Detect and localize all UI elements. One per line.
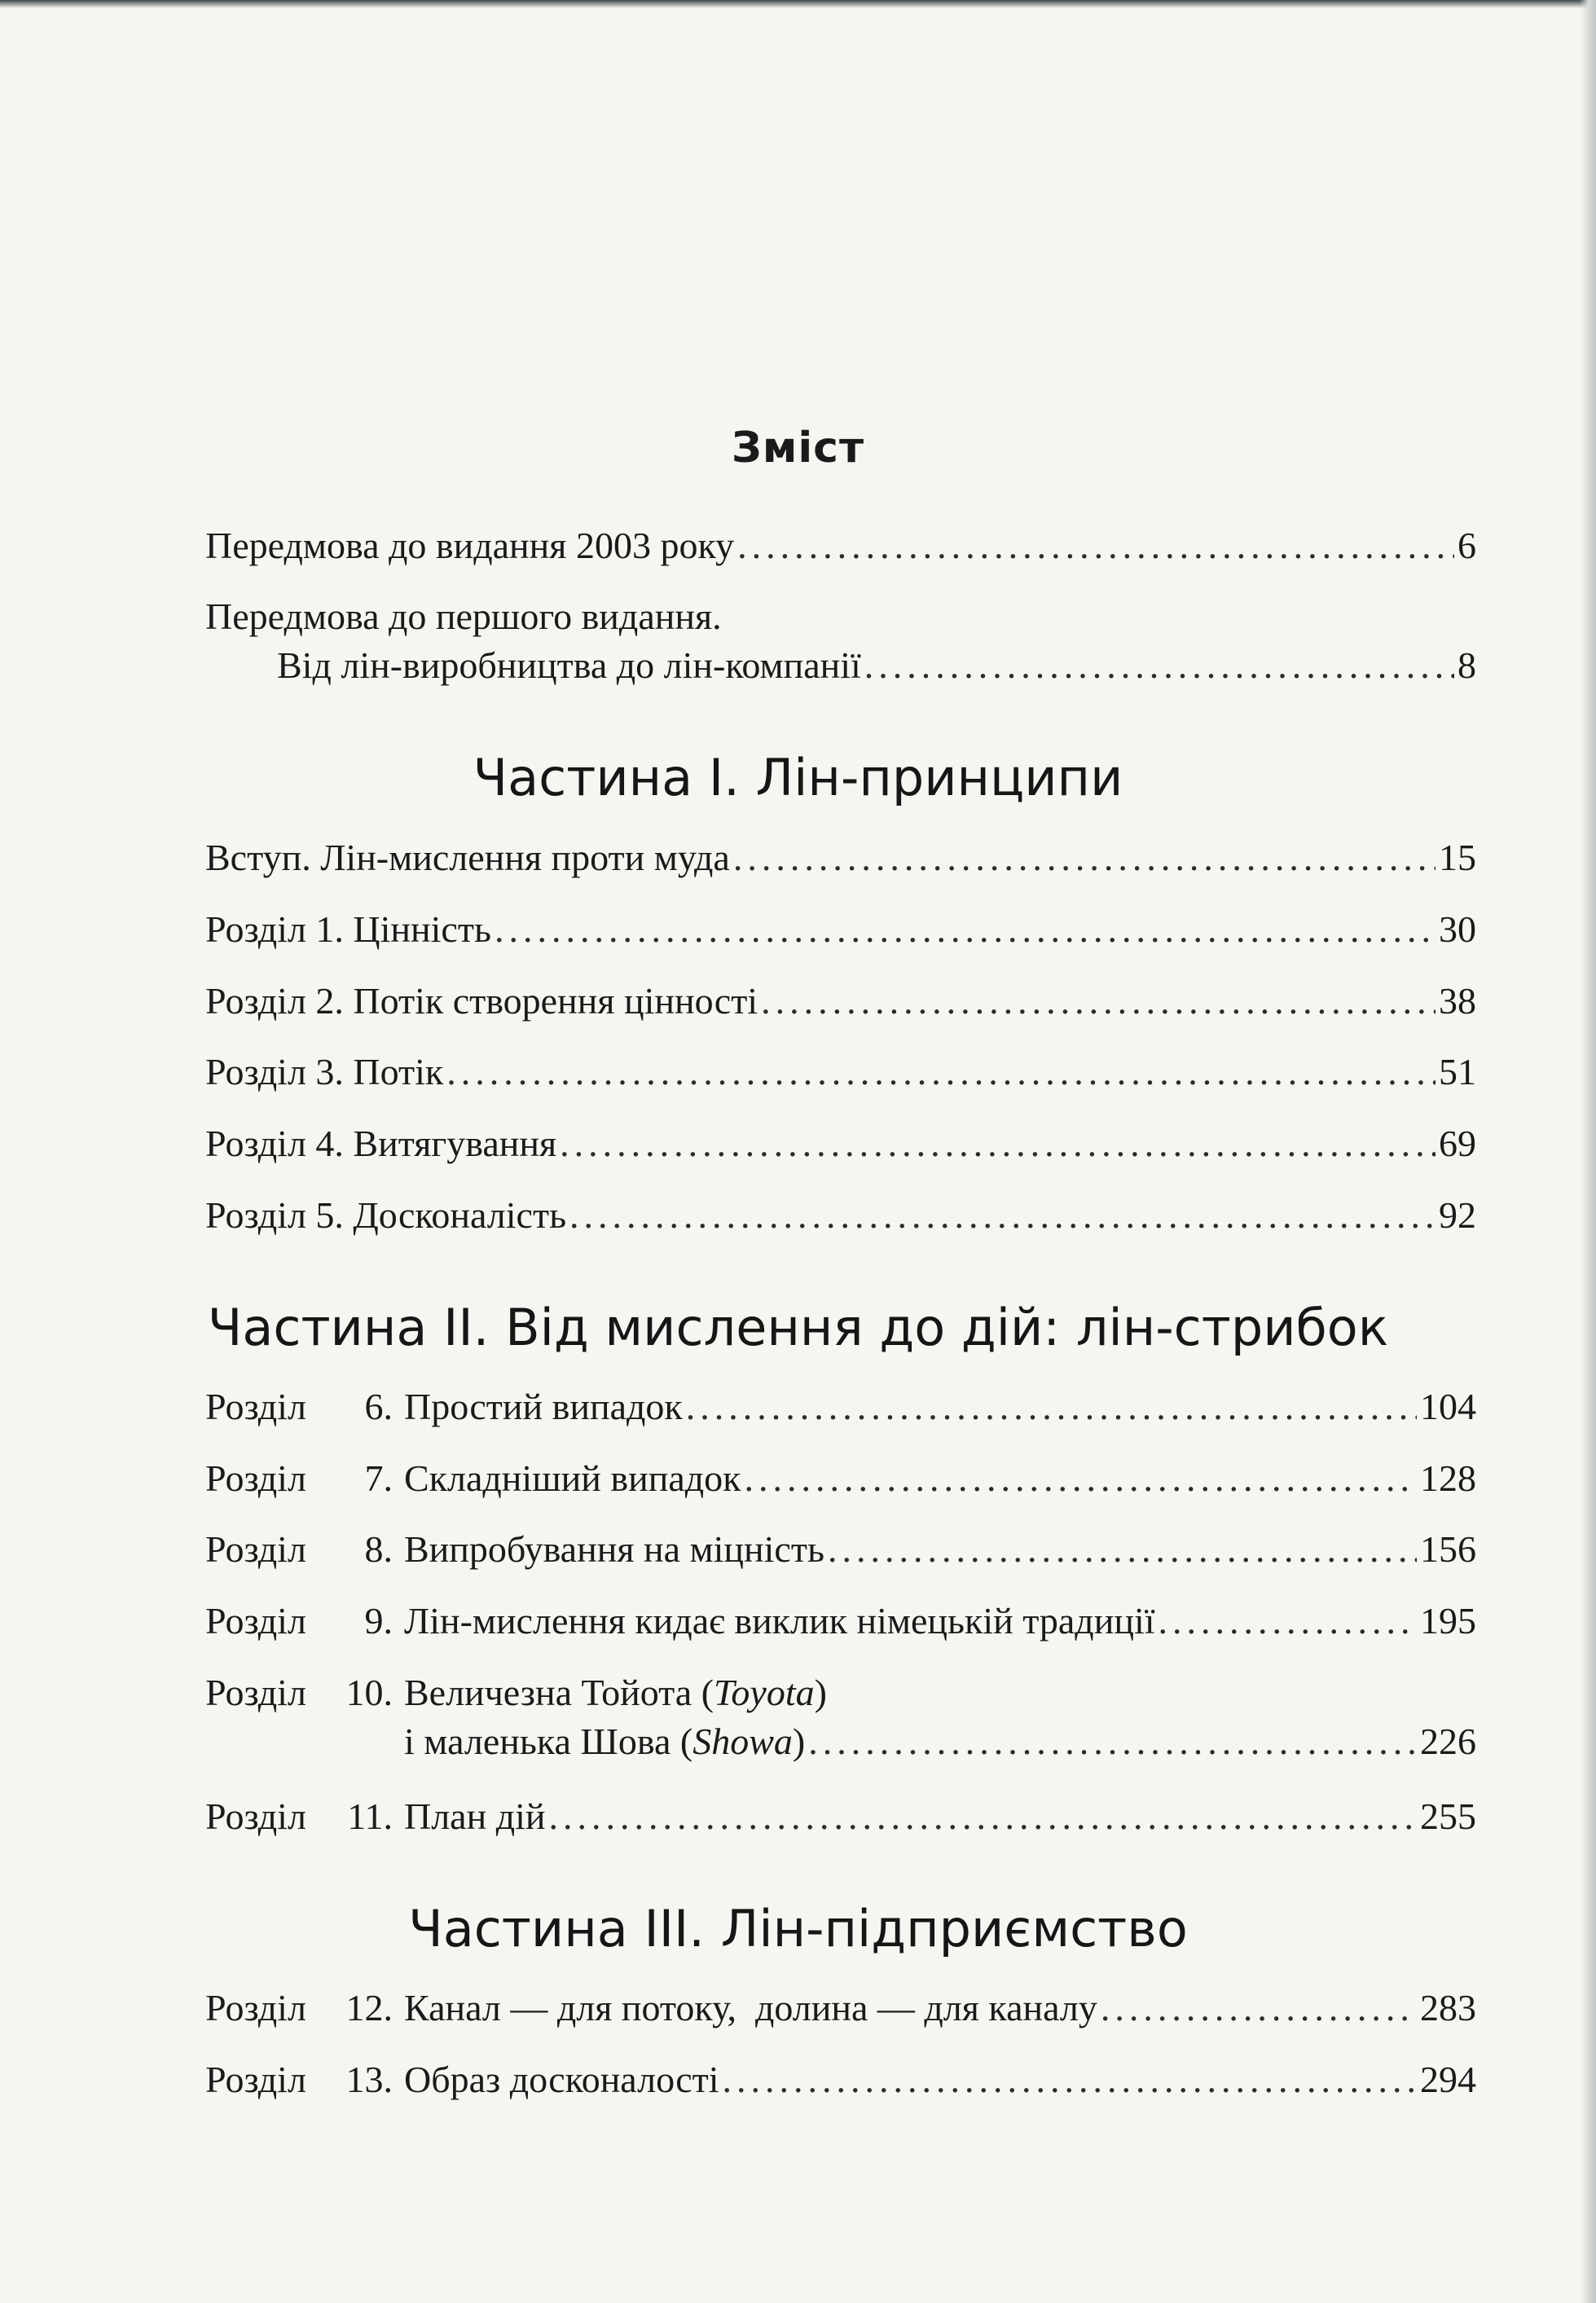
toc-entry-chapter-8[interactable] <box>205 1525 1476 1574</box>
chapter-prefix: Розділ <box>205 1987 306 2028</box>
entry-label-group <box>205 1454 741 1503</box>
page-number: 38 <box>1439 980 1476 1022</box>
toc-entry-chapter-4[interactable] <box>205 1119 1476 1168</box>
dot-leader <box>495 905 1436 954</box>
dot-leader <box>737 521 1454 570</box>
page-number: 195 <box>1420 1600 1476 1642</box>
entry-label-group <box>205 1382 683 1431</box>
dot-leader <box>723 2055 1417 2104</box>
toc-line <box>205 905 1476 954</box>
page-number: 6 <box>1458 525 1476 566</box>
chapter-prefix: Розділ <box>205 1795 306 1837</box>
toc-entry-chapter-12[interactable] <box>205 1984 1476 2033</box>
entry-label-continued: і маленька Шова ( <box>404 1721 693 1762</box>
toc-line <box>205 1597 1476 1646</box>
entry-label-group <box>205 2055 719 2104</box>
chapter-prefix: Розділ <box>205 2059 306 2100</box>
page-number: 283 <box>1420 1987 1476 2028</box>
entry-label-italic: Showa <box>692 1721 793 1762</box>
toc-entry-chapter-3[interactable] <box>205 1048 1476 1097</box>
toc-line <box>205 833 1476 882</box>
part-heading-3: Частина ІІІ. Лін-підприємство <box>408 1899 1188 1958</box>
entry-label-group <box>205 1597 1155 1646</box>
chapter-prefix: Розділ <box>205 1528 306 1570</box>
toc-line-continued <box>205 641 1476 690</box>
chapter-prefix: Розділ <box>205 1386 306 1427</box>
toc-line <box>205 1792 1476 1841</box>
entry-label-group <box>404 1717 805 1766</box>
chapter-prefix: Розділ <box>205 1600 306 1642</box>
toc-entry-chapter-9[interactable] <box>205 1597 1476 1646</box>
chapter-number: 7. <box>364 1457 393 1499</box>
dot-leader <box>828 1525 1417 1574</box>
chapter-number: 13. <box>345 2059 393 2100</box>
entry-label: Величезна Тойота ( <box>404 1672 714 1713</box>
toc-line <box>205 2055 1476 2104</box>
dot-leader <box>549 1792 1417 1841</box>
chapter-prefix: Розділ <box>205 1457 306 1499</box>
toc-line <box>205 1454 1476 1503</box>
chapter-number: 9. <box>364 1600 393 1642</box>
entry-label-close: ) <box>814 1672 827 1713</box>
toc-line <box>205 1048 1476 1097</box>
toc-entry-chapter-2[interactable] <box>205 977 1476 1026</box>
chapter-number: 10. <box>345 1672 393 1713</box>
toc-entry-intro[interactable] <box>205 833 1476 882</box>
toc-line <box>205 1984 1476 2033</box>
entry-label: Передмова до першого видання. <box>205 596 722 637</box>
chapter-number: 12. <box>345 1987 393 2028</box>
toc-entry-chapter-5[interactable] <box>205 1191 1476 1240</box>
entry-label: Передмова до видання 2003 року <box>205 525 735 566</box>
dot-leader <box>560 1119 1436 1168</box>
page-number: 104 <box>1420 1386 1476 1427</box>
part-heading-2: Частина ІІ. Від мислення до дій: лін-стрибок <box>207 1298 1389 1357</box>
toc-entry-chapter-1[interactable] <box>205 905 1476 954</box>
entry-label: Складніший випадок <box>404 1457 741 1499</box>
toc-line <box>205 1382 1476 1431</box>
toc-line <box>205 1668 1476 1717</box>
entry-label: Розділ 5. Досконалість <box>205 1194 567 1236</box>
entry-label: Простий випадок <box>404 1386 683 1427</box>
dot-leader <box>744 1454 1417 1503</box>
entry-label-group <box>205 1668 827 1717</box>
chapter-number: 11. <box>347 1795 393 1837</box>
entry-label: Образ досконалості <box>404 2059 719 2100</box>
entry-label: План дій <box>404 1795 546 1837</box>
dot-leader <box>808 1717 1417 1766</box>
chapter-prefix: Розділ <box>205 1672 306 1713</box>
chapter-number: 8. <box>364 1528 393 1570</box>
entry-label: Канал — для потоку, долина — для каналу <box>404 1987 1097 2028</box>
toc-entry-chapter-13[interactable] <box>205 2055 1476 2104</box>
entry-label-close: ) <box>792 1721 806 1762</box>
toc-line <box>205 1119 1476 1168</box>
entry-label: Випробування на міцність <box>404 1528 824 1570</box>
page-number: 69 <box>1439 1123 1476 1164</box>
page-number: 156 <box>1420 1528 1476 1570</box>
entry-label: Розділ 1. Цінність <box>205 908 491 950</box>
page-number: 15 <box>1439 837 1476 878</box>
page-number: 92 <box>1439 1194 1476 1236</box>
page-number: 226 <box>1420 1721 1476 1762</box>
entry-label-group <box>205 1525 824 1574</box>
entry-label: Вступ. Лін-мислення проти муда <box>205 837 730 878</box>
toc-line <box>205 592 1476 641</box>
entry-label: Розділ 3. Потік <box>205 1051 444 1092</box>
page-number: 294 <box>1420 2059 1476 2100</box>
entry-label-continued: Від лін-виробництва до лін-компанії <box>277 644 861 686</box>
page-number: 8 <box>1458 644 1476 686</box>
dot-leader <box>761 977 1436 1026</box>
toc-entry-chapter-7[interactable] <box>205 1454 1476 1503</box>
dot-leader <box>1101 1984 1417 2033</box>
toc-entry-chapter-6[interactable] <box>205 1382 1476 1431</box>
entry-label: Розділ 4. Витягування <box>205 1123 557 1164</box>
chapter-number: 6. <box>364 1386 393 1427</box>
toc-line-continued <box>205 1717 1476 1766</box>
entry-label-group <box>205 1792 546 1841</box>
toc-entry-foreword-2003[interactable] <box>205 521 1476 570</box>
dot-leader <box>733 833 1436 882</box>
page-number: 51 <box>1439 1051 1476 1092</box>
entry-label-group <box>205 1984 1097 2033</box>
dot-leader <box>446 1048 1436 1097</box>
toc-entry-chapter-10[interactable] <box>205 1668 1476 1766</box>
dot-leader <box>569 1191 1436 1240</box>
entry-label: Розділ 2. Потік створення цінності <box>205 980 758 1022</box>
toc-title: Зміст <box>731 424 865 472</box>
toc-line <box>205 1191 1476 1240</box>
page-number: 128 <box>1420 1457 1476 1499</box>
toc-line <box>205 1525 1476 1574</box>
toc-entry-foreword-first[interactable] <box>205 592 1476 690</box>
toc-line <box>205 977 1476 1026</box>
dot-leader <box>864 641 1454 690</box>
dot-leader <box>686 1382 1417 1431</box>
entry-label: Лін-мислення кидає виклик німецькій традиції <box>404 1600 1155 1642</box>
page-number: 255 <box>1420 1795 1476 1837</box>
page-number: 30 <box>1439 908 1476 950</box>
entry-label-italic: Toyota <box>714 1672 815 1713</box>
dot-leader <box>1159 1597 1417 1646</box>
toc-line <box>205 521 1476 570</box>
part-heading-1: Частина І. Лін-принципи <box>473 748 1123 807</box>
toc-entry-chapter-11[interactable] <box>205 1792 1476 1841</box>
